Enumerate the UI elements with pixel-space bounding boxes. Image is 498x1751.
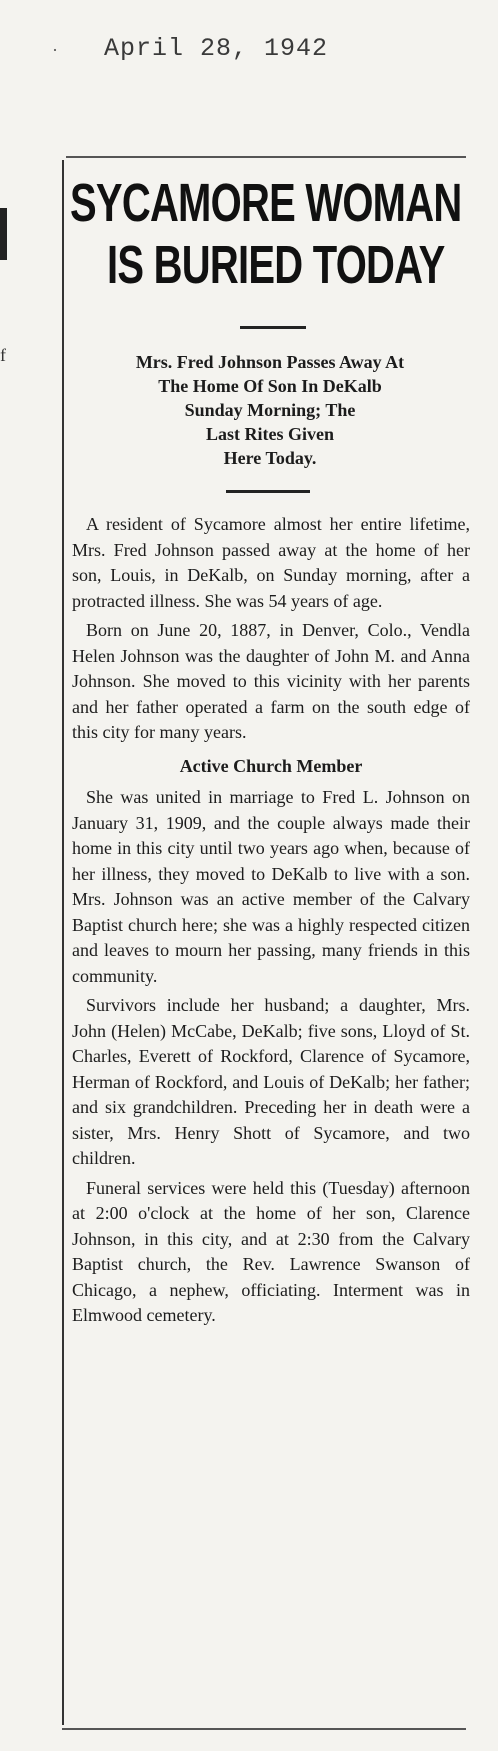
headline-line-1: SYCAMORE WOMAN [70, 173, 462, 233]
deck-headline [70, 350, 470, 470]
bottom-rule [62, 1728, 466, 1730]
adjacent-column-letter: f [0, 345, 6, 365]
deck-line: Mrs. Fred Johnson Passes Away At [135, 352, 405, 372]
headline-line-2: IS BURIED TODAY [107, 235, 445, 295]
article-body [72, 512, 470, 1333]
top-rule [66, 156, 466, 158]
clipping-date: April 28, 1942 [104, 34, 329, 63]
deck-line: The Home Of Son In DeKalb [158, 376, 382, 396]
subheading: Active Church Member [179, 755, 363, 776]
column-rule [62, 160, 64, 1725]
adjacent-column-fragment [0, 208, 7, 260]
paragraph: Funeral services were held this (Tuesday) afternoon at 2:00 o'clock at the home of her son, Clarence Johnson, in this city, and at 2:30 from the Calvary Baptist church, the Rev. Lawrence Swanson of Chicago, a nephew, officiating. Interment was in Elmwood cemetery. [72, 1177, 470, 1325]
headline [70, 172, 470, 296]
deck-line: Last Rites Given [206, 424, 334, 444]
paragraph: Survivors include her husband; a daughter, Mrs. John (Helen) McCabe, DeKalb; five sons, Lloyd of St. Charles, Everett of Rockford, Clarence of Sycamore, Herman of Rockford, and Louis of DeKalb; her father; and six grandchildren. Preceding her in death were a sister, Mrs. Henry Shott of Sycamore, and two children. [72, 995, 470, 1168]
margin-dot: · [52, 40, 58, 60]
deck-divider [226, 490, 310, 493]
deck-line: Sunday Morning; The [184, 400, 356, 420]
paragraph: She was united in marriage to Fred L. Johnson on January 31, 1909, and the couple always made their home in this city until two years ago when, because of her illness, they moved to DeKalb to live with a son. Mrs. Johnson was an active member of the Calvary Baptist church here; she was a highly respected citizen and leaves to mourn her passing, many friends in this community. [72, 787, 470, 986]
headline-divider [240, 326, 306, 329]
paragraph: Born on June 20, 1887, in Denver, Colo., Vendla Helen Johnson was the daughter of John M. and Anna Johnson. She moved to this vicinity with her parents and her father operated a farm on the south edge of this city for many years. [72, 620, 470, 742]
paragraph: A resident of Sycamore almost her entire lifetime, Mrs. Fred Johnson passed away at the home of her son, Louis, in DeKalb, on Sunday morning, after a protracted illness. She was 54 years of age. [72, 514, 470, 611]
deck-line: Here Today. [223, 448, 317, 468]
